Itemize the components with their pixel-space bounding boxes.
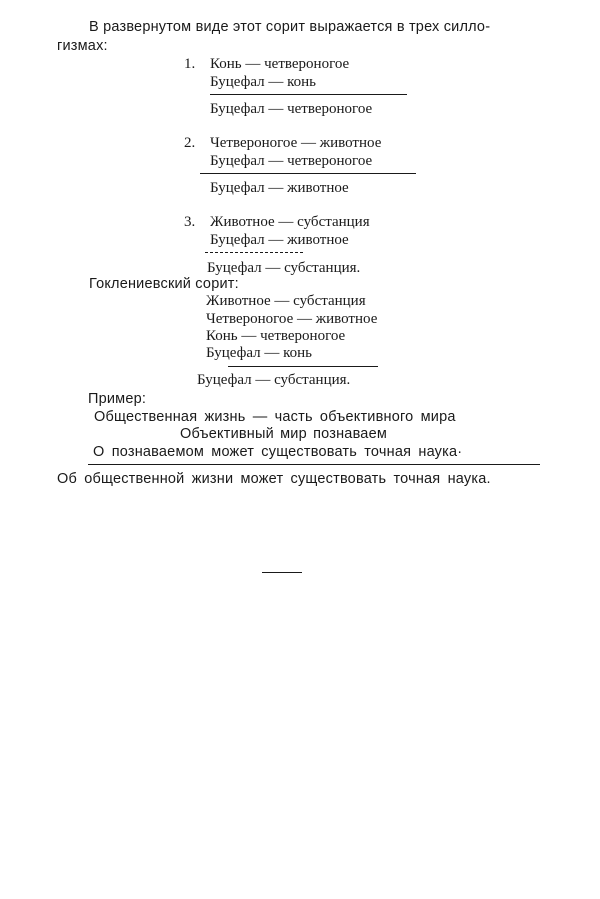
premise: Конь — четвероногое: [206, 328, 346, 344]
conclusion: Буцефал — четвероногое: [210, 101, 373, 117]
major-premise: Конь — четвероногое: [210, 56, 350, 72]
premise: Объективный мир познаваем: [180, 426, 388, 442]
premise: Животное — субстанция: [206, 293, 366, 309]
syllogism-number: 3.: [184, 214, 196, 230]
example-heading: Пример:: [88, 391, 147, 407]
conclusion: Об общественной жизни может существовать точная наука.: [57, 471, 491, 487]
intro-line-2: гизмах:: [57, 38, 108, 54]
major-premise: Четвероногое — животное: [210, 135, 382, 151]
inference-line: [88, 464, 540, 465]
premise: Общественная жизнь — часть объективного мира: [94, 409, 456, 425]
premise: Четвероногое — животное: [206, 311, 378, 327]
syllogism-number: 1.: [184, 56, 196, 72]
conclusion: Буцефал — субстанция.: [197, 372, 351, 388]
minor-premise: Буцефал — животное: [210, 232, 349, 248]
minor-premise: Буцефал — четвероногое: [210, 153, 373, 169]
premise: Буцефал — конь: [206, 345, 312, 361]
major-premise: Животное — субстанция: [210, 214, 370, 230]
intro-line-1: В развернутом виде этот сорит выражается в трех силло-: [89, 19, 491, 35]
goclenian-heading: Гоклениевский сорит:: [89, 276, 239, 292]
conclusion: Буцефал — субстанция.: [207, 260, 361, 276]
inference-line: [200, 173, 416, 174]
premise: О познаваемом может существовать точная наука·: [93, 444, 463, 460]
conclusion: Буцефал — животное: [210, 180, 349, 196]
syllogism-number: 2.: [184, 135, 196, 151]
minor-premise: Буцефал — конь: [210, 74, 316, 90]
inference-line: [228, 366, 378, 367]
section-divider: [262, 572, 302, 573]
inference-line: [205, 252, 303, 253]
inference-line: [210, 94, 407, 95]
